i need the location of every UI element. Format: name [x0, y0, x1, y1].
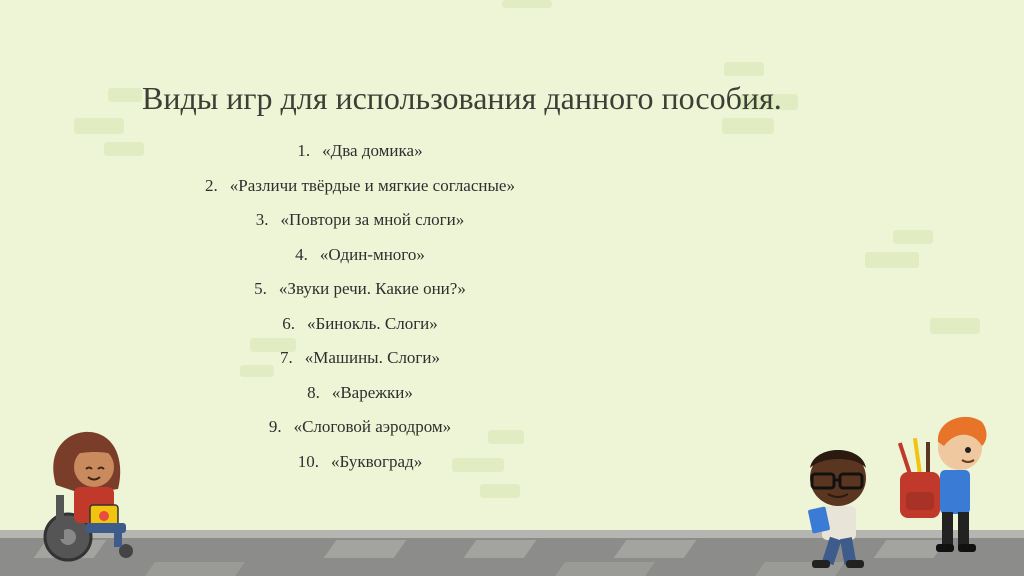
girl-in-wheelchair-icon: [34, 425, 144, 565]
road-tile: [555, 562, 655, 576]
list-item-label: «Слоговой аэродром»: [293, 417, 452, 436]
list-item-label: «Звуки речи. Какие они?»: [278, 279, 466, 298]
page-title: Виды игр для использования данного пособия.: [142, 80, 782, 116]
list-item: [90, 206, 630, 241]
list-item-label: «Различи твёрдые и мягкие согласные»: [229, 175, 515, 195]
background-brick: [480, 484, 520, 498]
list-item: [90, 310, 630, 345]
background-brick: [930, 318, 980, 334]
list-item: [90, 448, 630, 483]
list-item-number: 3.: [255, 210, 269, 229]
list-item-label: «Один-много»: [319, 244, 425, 264]
list-item-label: «Повтори за мной слоги»: [280, 210, 465, 229]
list-item-number: 5.: [254, 279, 267, 298]
list-item-label: «Буквоград»: [331, 451, 423, 471]
road-tile: [464, 540, 537, 558]
boy-with-glasses-icon: [796, 442, 876, 572]
list-item-label: «Варежки»: [331, 382, 413, 402]
list-item: [90, 413, 630, 448]
list-item: [90, 379, 630, 414]
list-item-label: «Бинокль. Слоги»: [306, 313, 438, 333]
games-list: [90, 137, 630, 482]
road-tile: [145, 562, 245, 576]
list-item: [90, 241, 630, 276]
list-item-number: 9.: [268, 417, 282, 436]
list-item-number: 4.: [295, 244, 308, 264]
list-item: [90, 344, 630, 379]
list-item: [90, 172, 630, 207]
list-item-label: «Машины. Слоги»: [304, 348, 440, 367]
list-item: [90, 275, 630, 310]
background-brick: [722, 118, 774, 134]
list-item-number: 1.: [297, 141, 311, 160]
list-item-number: 2.: [205, 175, 218, 195]
list-item-number: 6.: [282, 313, 295, 333]
list-item-number: 7.: [279, 348, 293, 367]
list-item: [90, 137, 630, 172]
background-brick: [865, 252, 919, 268]
boy-with-backpack-icon: [896, 412, 996, 562]
list-item-number: 10.: [297, 451, 320, 471]
background-brick: [893, 230, 933, 244]
road-tile: [614, 540, 697, 558]
road-tile: [324, 540, 407, 558]
list-item-label: «Два домика»: [322, 141, 423, 160]
background-brick: [502, 0, 552, 8]
background-brick: [74, 118, 124, 134]
list-item-number: 8.: [307, 382, 320, 402]
background-brick: [724, 62, 764, 76]
background-brick: [108, 88, 142, 102]
